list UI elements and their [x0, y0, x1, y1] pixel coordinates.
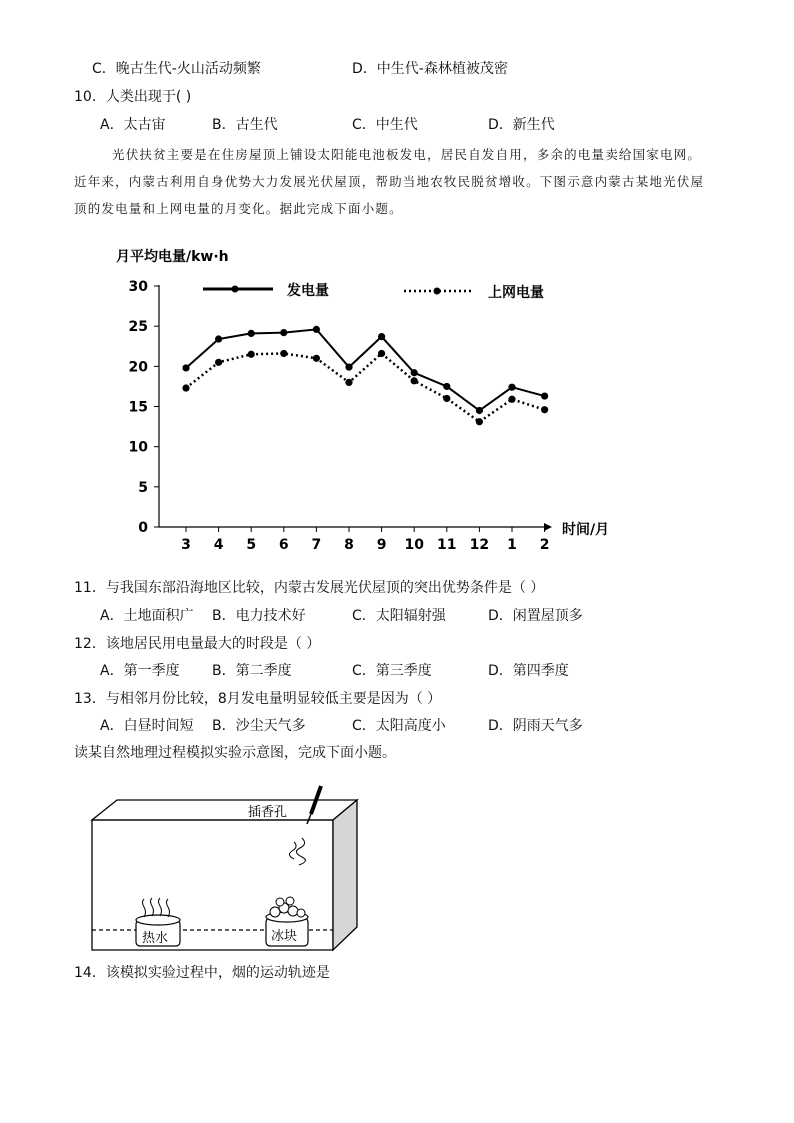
grid-point	[411, 377, 418, 384]
q12-option-b: B．第二季度	[212, 663, 292, 679]
grid-point	[248, 351, 255, 358]
x-ticks	[181, 527, 549, 553]
q10-option-c: C．中生代	[352, 117, 418, 133]
x-tick-label: 2	[539, 537, 550, 553]
passage-line-1: 光伏扶贫主要是在住房屋顶上铺设太阳能电池板发电，居民自发自用，多余的电量卖给国家电网。	[112, 147, 702, 162]
y-tick-label: 20	[128, 359, 148, 376]
x-tick-label: 8	[344, 537, 354, 553]
experiment-intro: 读某自然地理过程模拟实验示意图，完成下面小题。	[74, 745, 396, 761]
passage-line-3: 顶的发电量和上网电量的月变化。据此完成下面小题。	[74, 201, 403, 216]
generation-point	[476, 407, 483, 414]
generation-point	[248, 330, 255, 337]
grid-point	[182, 384, 189, 391]
generation-point	[280, 329, 287, 336]
smoke-icon-2	[289, 842, 296, 859]
x-tick-label: 9	[376, 537, 387, 553]
x-tick-label: 3	[181, 537, 191, 553]
q13-option-b: B．沙尘天气多	[212, 718, 306, 734]
x-tick-label: 10	[404, 537, 424, 553]
generation-point	[182, 364, 189, 371]
grid-point	[541, 406, 548, 413]
grid-point	[476, 418, 483, 425]
generation-point	[541, 392, 548, 399]
series-generation-line	[186, 329, 545, 410]
q11-option-b: B．电力技术好	[212, 608, 306, 624]
smoke-icon	[296, 838, 305, 865]
legend-grid-label: 上网电量	[488, 285, 544, 301]
legend-solid-marker	[232, 286, 239, 293]
generation-point	[378, 333, 385, 340]
x-tick-label: 5	[246, 537, 257, 553]
q12-option-d: D．第四季度	[488, 663, 569, 679]
generation-point	[411, 369, 418, 376]
ice-label: 冰块	[271, 929, 298, 944]
y-tick-label: 15	[128, 399, 148, 416]
q9-option-c: C．晚古生代-火山活动频繁	[92, 61, 261, 77]
grid-point	[215, 359, 222, 366]
generation-point	[215, 335, 222, 342]
generation-point	[508, 384, 515, 391]
generation-point	[443, 383, 450, 390]
y-ticks	[129, 279, 159, 536]
experiment-diagram	[80, 780, 380, 960]
q11-option-a: A．土地面积广	[100, 608, 194, 624]
y-tick-label: 25	[128, 319, 148, 336]
series-group	[182, 326, 548, 426]
passage	[74, 141, 724, 222]
series-grid-line	[186, 353, 545, 421]
passage-line-2: 近年来，内蒙古利用自身优势大力发展光伏屋顶，帮助当地农牧民脱贫增收。下图示意内蒙古某地光伏屋	[74, 174, 705, 189]
legend-generation-label: 发电量	[287, 283, 329, 299]
x-tick-label: 12	[469, 537, 490, 553]
grid-point	[443, 395, 450, 402]
x-tick-label: 1	[507, 537, 517, 553]
q13-stem: 13．与相邻月份比较，8月发电量明显较低主要是因为（ ）	[74, 691, 442, 707]
x-tick-label: 6	[278, 537, 289, 553]
grid-point	[378, 350, 385, 357]
q11-option-c: C．太阳辐射强	[352, 608, 446, 624]
grid-point	[508, 396, 515, 403]
hole-label: 插香孔	[248, 805, 288, 820]
q9-option-d: D．中生代-森林植被茂密	[352, 61, 508, 77]
x-tick-label: 4	[213, 537, 224, 553]
q12-stem: 12．该地居民用电量最大的时段是（ ）	[74, 636, 321, 652]
y-tick-label: 30	[128, 279, 148, 295]
q10-option-a: A．太古宙	[100, 117, 166, 133]
q13-option-a: A．白昼时间短	[100, 718, 194, 734]
q13-option-d: D．阴雨天气多	[488, 718, 583, 734]
y-tick-label: 10	[128, 439, 148, 456]
x-axis-arrow	[544, 523, 552, 531]
q12-option-a: A．第一季度	[100, 663, 180, 679]
q10-option-d: D．新生代	[488, 117, 555, 133]
q12-option-c: C．第三季度	[352, 663, 432, 679]
x-axis-label: 时间/月	[562, 522, 610, 538]
grid-point	[280, 350, 287, 357]
x-tick-label: 7	[311, 537, 322, 553]
generation-point	[313, 326, 320, 333]
q14-stem: 14．该模拟实验过程中，烟的运动轨迹是	[74, 965, 330, 981]
y-tick-label: 0	[138, 520, 148, 536]
q10-option-b: B．古生代	[212, 117, 278, 133]
legend-dotted-marker	[434, 288, 441, 295]
q10-stem: 10．人类出现于( )	[74, 89, 192, 105]
grid-point	[345, 379, 352, 386]
x-tick-label: 11	[437, 537, 457, 553]
grid-point	[313, 355, 320, 362]
q13-option-c: C．太阳高度小	[352, 718, 446, 734]
y-axis-label: 月平均电量/kw·h	[116, 249, 229, 265]
q11-stem: 11．与我国东部沿海地区比较，内蒙古发展光伏屋顶的突出优势条件是（ ）	[74, 580, 545, 596]
q11-option-d: D．闲置屋顶多	[488, 608, 583, 624]
generation-point	[345, 364, 352, 371]
electricity-line-chart	[100, 240, 640, 560]
incense-tip	[307, 814, 311, 824]
hot-water-label: 热水	[142, 931, 169, 946]
glass-box	[92, 800, 357, 950]
y-tick-label: 5	[138, 479, 148, 496]
